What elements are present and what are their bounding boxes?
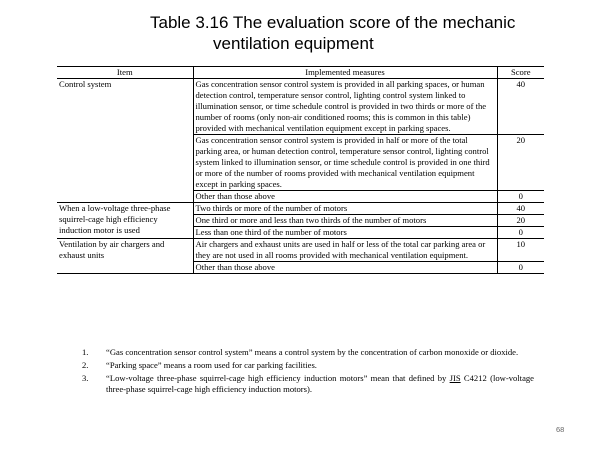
note-text: “Gas concentration sensor control system” means a control system by the concentration of carbon monoxide or dioxide. — [106, 347, 519, 357]
score-cell: 0 — [497, 191, 544, 203]
note-item — [82, 360, 534, 371]
table-header-row — [57, 67, 544, 79]
measure-cell: Other than those above — [193, 191, 497, 203]
measure-cell: Two thirds or more of the number of motors — [193, 203, 497, 215]
score-cell: 0 — [497, 227, 544, 239]
table-notes — [82, 347, 534, 397]
measure-cell: Less than one third of the number of motors — [193, 227, 497, 239]
note-number: 1. — [82, 347, 89, 357]
measure-cell: Other than those above — [193, 262, 497, 274]
score-cell: 0 — [497, 262, 544, 274]
note-number: 3. — [82, 373, 89, 383]
table-row — [57, 239, 544, 262]
jis-link[interactable]: JIS — [449, 373, 461, 383]
score-cell: 20 — [497, 135, 544, 191]
item-cell: Ventilation by air chargers and exhaust units — [57, 239, 193, 274]
page-number: 68 — [556, 425, 565, 434]
header-score: Score — [497, 67, 544, 79]
note-text-after: C4212 (low-voltage three-phase squirrel-cage high efficiency induction motors). — [106, 373, 534, 394]
evaluation-score-table — [57, 66, 544, 274]
score-cell: 20 — [497, 215, 544, 227]
title-line-2: ventilation equipment — [213, 34, 374, 53]
measure-cell: Gas concentration sensor control system is provided in half or more of the total parking area, or human detection control, temperature sensor control, lighting control system linked to illumination sensor, or time schedule control is provided in one third or more of the number of rooms provided with mechanical ventilation equipment except in parking spaces. — [193, 135, 497, 191]
note-text: “Parking space” means a room used for car parking facilities. — [106, 360, 317, 370]
note-text-before: “Low-voltage three-phase squirrel-cage high efficiency induction motors” mean that defined by — [106, 373, 450, 383]
note-item — [82, 347, 534, 358]
measure-cell: Gas concentration sensor control system is provided in all parking spaces, or human detection control, temperature sensor control, lighting control system linked to illumination sensor, or time schedule control is provided in two thirds or more of the number of rooms (only non-air conditioned rooms; this is common in this table) provided with mechanical ventilation equipment except in parking spaces. — [193, 79, 497, 135]
item-cell: When a low-voltage three-phase squirrel-cage high efficiency induction motor is used — [57, 203, 193, 239]
measure-cell: One third or more and less than two thirds of the number of motors — [193, 215, 497, 227]
header-measures: Implemented measures — [193, 67, 497, 79]
table-row — [57, 203, 544, 215]
title-line-1: Table 3.16 The evaluation score of the mechanic — [150, 13, 516, 32]
score-cell: 40 — [497, 203, 544, 215]
score-cell: 40 — [497, 79, 544, 135]
note-number: 2. — [82, 360, 89, 370]
table-row — [57, 79, 544, 135]
note-item — [82, 373, 534, 395]
item-cell: Control system — [57, 79, 193, 203]
header-item: Item — [57, 67, 193, 79]
score-cell: 10 — [497, 239, 544, 262]
measure-cell: Air chargers and exhaust units are used in half or less of the total car parking area or they are not used in all rooms provided with mechanical ventilation equipment. — [193, 239, 497, 262]
